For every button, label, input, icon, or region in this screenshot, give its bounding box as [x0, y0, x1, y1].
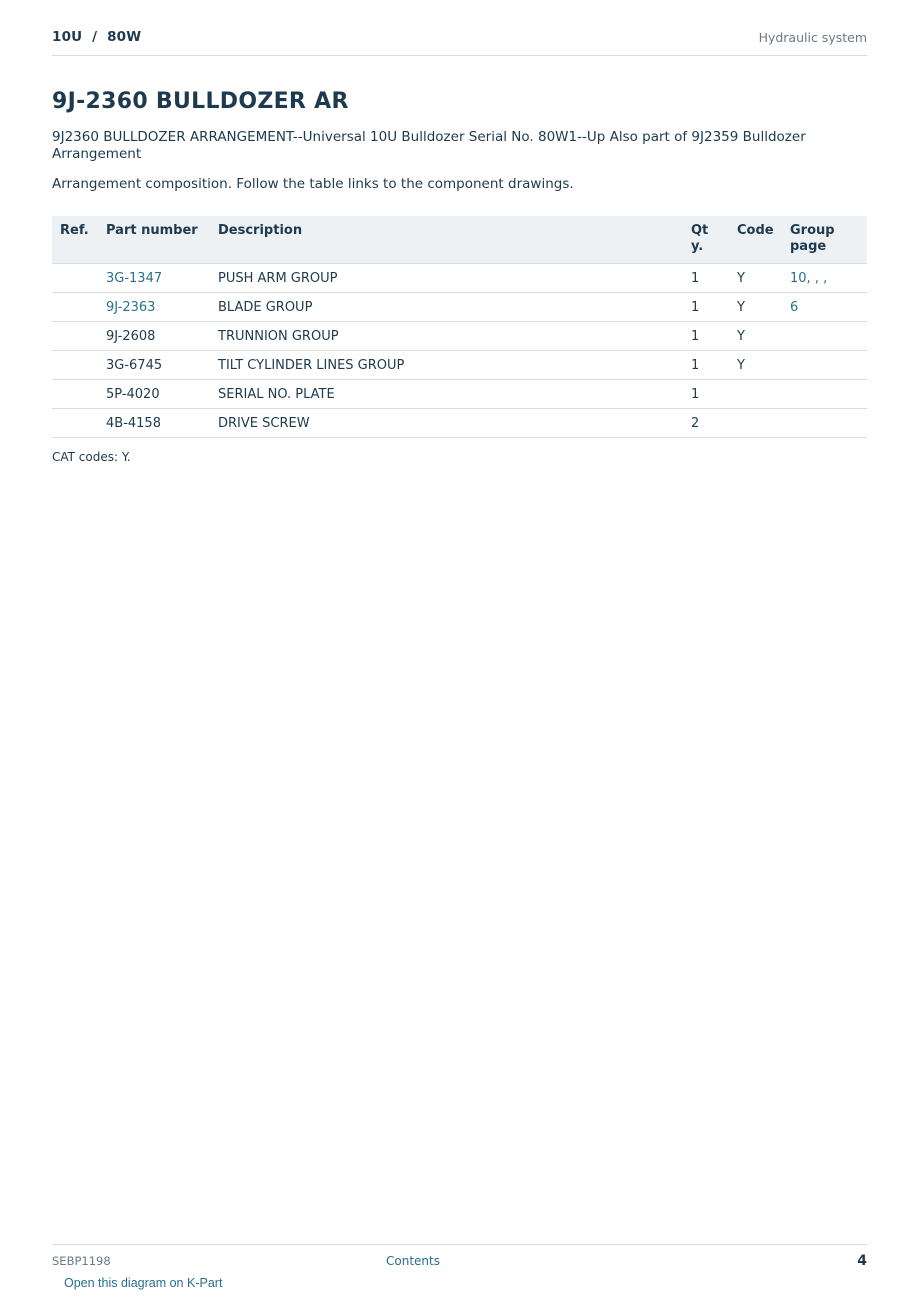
page-title: 9J-2360 BULLDOZER AR: [52, 89, 349, 114]
cell-ref: [52, 264, 106, 293]
cell-qty: 1: [691, 351, 737, 380]
group-page-link[interactable]: 6: [790, 293, 867, 322]
table-header-row: [52, 216, 867, 264]
table-row: [52, 293, 867, 322]
cell-group-page: [790, 322, 867, 351]
table-row: [52, 409, 867, 438]
cell-part-number: 4B-4158: [106, 409, 218, 438]
cell-description: SERIAL NO. PLATE: [218, 380, 691, 409]
cell-code: Y: [737, 264, 790, 293]
cell-code: [737, 409, 790, 438]
cell-ref: [52, 322, 106, 351]
intro-text: Arrangement composition. Follow the table links to the component drawings.: [52, 176, 574, 192]
cell-code: Y: [737, 322, 790, 351]
cell-qty: 1: [691, 380, 737, 409]
table-row: [52, 264, 867, 293]
contents-link[interactable]: Contents: [386, 1254, 440, 1268]
part-number-link[interactable]: 3G-1347: [106, 264, 218, 293]
page-header: [52, 29, 867, 56]
header-ref: Ref.: [52, 216, 106, 264]
cell-description: DRIVE SCREW: [218, 409, 691, 438]
table-row: [52, 380, 867, 409]
cat-codes-note: CAT codes: Y.: [52, 450, 131, 464]
header-group-page: [790, 216, 867, 264]
cell-qty: 2: [691, 409, 737, 438]
table-row: [52, 322, 867, 351]
cell-description: TRUNNION GROUP: [218, 322, 691, 351]
header-group-page-label: Group page: [790, 223, 835, 254]
page-footer: [52, 1244, 867, 1275]
cell-description: PUSH ARM GROUP: [218, 264, 691, 293]
cell-ref: [52, 409, 106, 438]
cell-ref: [52, 380, 106, 409]
cell-group-page: [790, 380, 867, 409]
model-breadcrumb: 10U / 80W: [52, 29, 142, 45]
header-code: Code: [737, 216, 790, 264]
cell-code: [737, 380, 790, 409]
group-page-link[interactable]: 10, , ,: [790, 264, 867, 293]
cell-ref: [52, 351, 106, 380]
document-id: SEBP1198: [52, 1254, 111, 1268]
page-number: 4: [857, 1253, 867, 1269]
cell-part-number: 9J-2608: [106, 322, 218, 351]
header-qty-label: Qty.: [691, 223, 709, 254]
header-description: Description: [218, 216, 691, 264]
section-label: Hydraulic system: [758, 30, 867, 45]
parts-table: [52, 216, 867, 438]
cell-qty: 1: [691, 264, 737, 293]
cell-group-page: [790, 351, 867, 380]
cell-qty: 1: [691, 293, 737, 322]
header-part-number: Part number: [106, 216, 218, 264]
arrangement-description: 9J2360 BULLDOZER ARRANGEMENT--Universal 10U Bulldozer Serial No. 80W1--Up Also part of 9J2359 Bulldozer Arrangement: [52, 129, 806, 162]
cell-description: BLADE GROUP: [218, 293, 691, 322]
cell-description: TILT CYLINDER LINES GROUP: [218, 351, 691, 380]
part-number-link[interactable]: 9J-2363: [106, 293, 218, 322]
cell-part-number: 5P-4020: [106, 380, 218, 409]
header-qty: [691, 216, 737, 264]
kpart-diagram-link[interactable]: Open this diagram on K-Part: [64, 1276, 223, 1290]
table-row: [52, 351, 867, 380]
cell-ref: [52, 293, 106, 322]
cell-qty: 1: [691, 322, 737, 351]
cell-code: Y: [737, 351, 790, 380]
cell-code: Y: [737, 293, 790, 322]
cell-group-page: [790, 409, 867, 438]
cell-part-number: 3G-6745: [106, 351, 218, 380]
